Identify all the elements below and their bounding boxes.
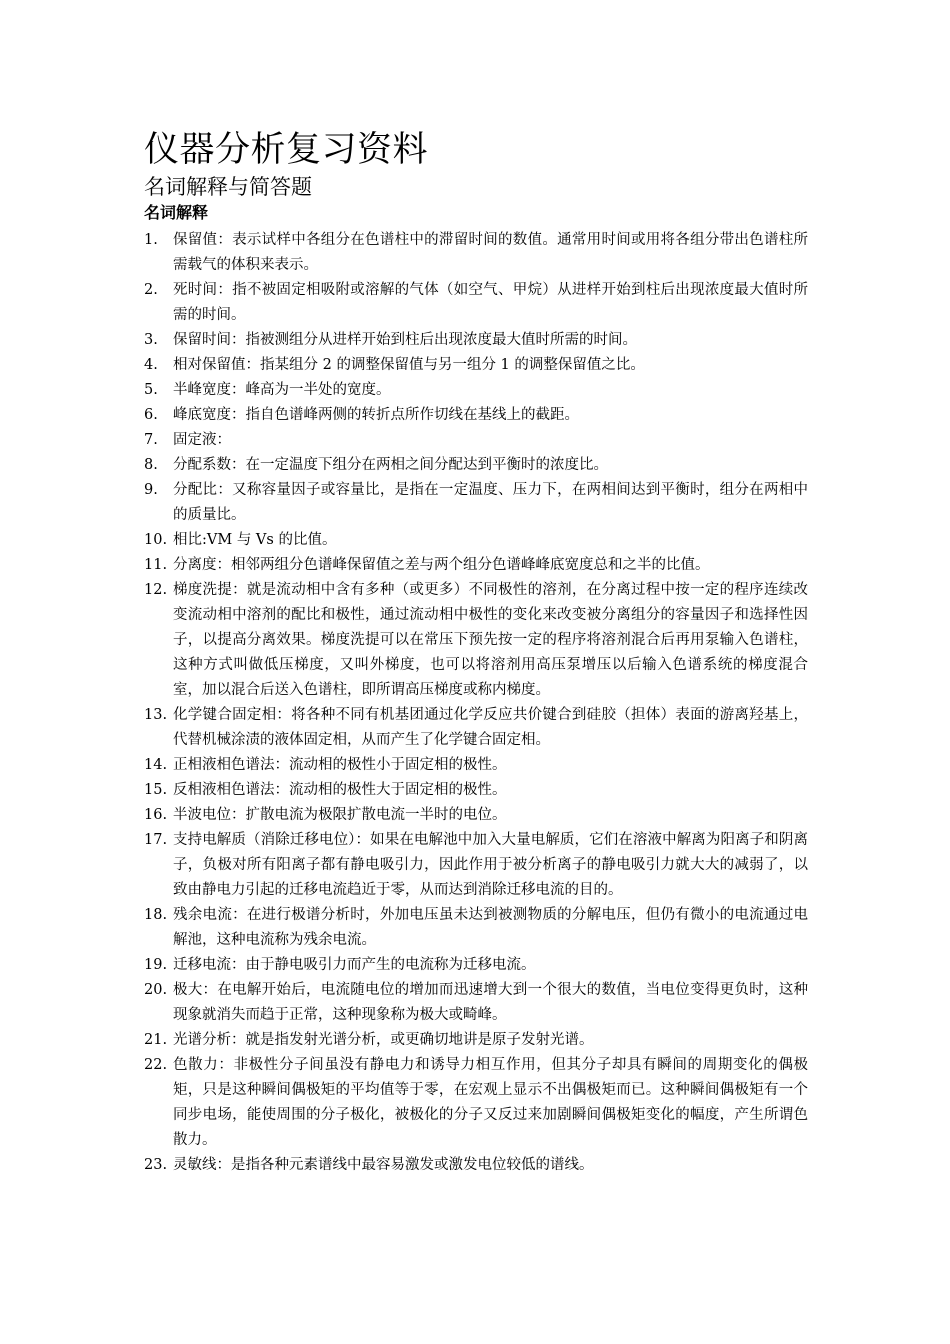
term-text: 残余电流：在进行极谱分析时，外加电压虽未达到被测物质的分解电压，但仍有微小的电流通过电解池，这种电流称为残余电流。 (173, 907, 808, 948)
term-text: 灵敏线：是指各种元素谱线中最容易激发或激发电位较低的谱线。 (173, 1157, 594, 1173)
term-number: 22. (144, 1057, 168, 1073)
term-item (144, 703, 808, 753)
term-number: 15. (144, 782, 168, 798)
term-item (144, 528, 808, 553)
term-number: 13. (144, 707, 168, 723)
term-item (144, 478, 808, 528)
term-number: 11. (144, 557, 168, 573)
term-text: 分离度：相邻两组分色谱峰保留值之差与两个组分色谱峰峰底宽度总和之半的比值。 (173, 557, 710, 573)
term-item (144, 978, 808, 1028)
term-text: 相比:VM 与 Vs 的比值。 (173, 532, 337, 548)
term-text: 分配比：又称容量因子或容量比，是指在一定温度、压力下，在两相间达到平衡时，组分在两相中的质量比。 (173, 482, 808, 523)
term-item (144, 353, 808, 378)
term-item (144, 1028, 808, 1053)
term-number: 21. (144, 1032, 168, 1048)
term-item (144, 328, 808, 353)
term-number: 19. (144, 957, 168, 973)
term-item (144, 578, 808, 703)
term-item (144, 953, 808, 978)
term-number: 6. (144, 407, 158, 423)
term-text: 死时间：指不被固定相吸附或溶解的气体（如空气、甲烷）从进样开始到柱后出现浓度最大值时所需的时间。 (173, 282, 808, 323)
term-text: 反相液相色谱法：流动相的极性大于固定相的极性。 (173, 782, 507, 798)
term-item (144, 778, 808, 803)
term-text: 保留时间：指被测组分从进样开始到柱后出现浓度最大值时所需的时间。 (173, 332, 637, 348)
term-text: 极大：在电解开始后，电流随电位的增加而迅速增大到一个很大的数值，当电位变得更负时，这种现象就消失而趋于正常，这种现象称为极大或畸峰。 (173, 982, 808, 1023)
term-text: 迁移电流：由于静电吸引力而产生的电流称为迁移电流。 (173, 957, 536, 973)
term-text: 正相液相色谱法：流动相的极性小于固定相的极性。 (173, 757, 507, 773)
term-number: 12. (144, 582, 168, 598)
term-number: 5. (144, 382, 158, 398)
term-item (144, 228, 808, 278)
term-number: 23. (144, 1157, 168, 1173)
term-number: 14. (144, 757, 168, 773)
document-title: 仪器分析复习资料 (144, 130, 429, 170)
term-item (144, 378, 808, 403)
term-text: 色散力：非极性分子间虽没有静电力和诱导力相互作用，但其分子却具有瞬间的周期变化的偶极矩，只是这种瞬间偶极矩的平均值等于零，在宏观上显示不出偶极矩而已。这种瞬间偶极矩有一个同步电场，能使周围的分子极化，被极化的分子又反过来加剧瞬间偶极矩变化的幅度，产生所谓色散力。 (173, 1057, 808, 1148)
term-item (144, 903, 808, 953)
term-number: 4. (144, 357, 158, 373)
term-number: 10. (144, 532, 168, 548)
term-number: 9. (144, 482, 158, 498)
term-number: 16. (144, 807, 168, 823)
term-text: 半峰宽度：峰高为一半处的宽度。 (173, 382, 391, 398)
term-number: 3. (144, 332, 158, 348)
term-text: 峰底宽度：指自色谱峰两侧的转折点所作切线在基线上的截距。 (173, 407, 579, 423)
term-number: 7. (144, 432, 158, 448)
term-text: 支持电解质（消除迁移电位）：如果在电解池中加入大量电解质，它们在溶液中解离为阳离子和阴离子，负极对所有阳离子都有静电吸引力，因此作用于被分析离子的静电吸引力就大大的减弱了，以致由静电力引起的迁移电流趋近于零，从而达到消除迁移电流的目的。 (173, 832, 808, 898)
term-item (144, 428, 808, 453)
term-item (144, 828, 808, 903)
term-item (144, 553, 808, 578)
term-text: 光谱分析：就是指发射光谱分析，或更确切地讲是原子发射光谱。 (173, 1032, 594, 1048)
document-page (144, 128, 808, 1178)
term-item (144, 1053, 808, 1153)
term-text: 相对保留值：指某组分 2 的调整保留值与另一组分 1 的调整保留值之比。 (173, 357, 645, 373)
term-text: 保留值：表示试样中各组分在色谱柱中的滞留时间的数值。通常用时间或用将各组分带出色谱柱所需载气的体积来表示。 (173, 232, 808, 273)
term-list (144, 228, 808, 1178)
term-number: 17. (144, 832, 168, 848)
term-item (144, 453, 808, 478)
term-number: 8. (144, 457, 158, 473)
term-item (144, 1153, 808, 1178)
term-text: 半波电位：扩散电流为极限扩散电流一半时的电位。 (173, 807, 507, 823)
term-number: 18. (144, 907, 168, 923)
term-text: 化学键合固定相：将各种不同有机基团通过化学反应共价键合到硅胶（担体）表面的游离羟基上，代替机械涂渍的液体固定相，从而产生了化学键合固定相。 (173, 707, 808, 748)
document-subtitle: 名词解释与简答题 (144, 175, 312, 199)
term-item (144, 403, 808, 428)
term-item (144, 278, 808, 328)
term-number: 20. (144, 982, 168, 998)
term-number: 1. (144, 232, 158, 248)
section-heading: 名词解释 (144, 203, 209, 222)
term-text: 分配系数：在一定温度下组分在两相之间分配达到平衡时的浓度比。 (173, 457, 608, 473)
term-text: 固定液： (173, 432, 231, 448)
term-item (144, 753, 808, 778)
term-number: 2. (144, 282, 158, 298)
term-item (144, 803, 808, 828)
term-text: 梯度洗提：就是流动相中含有多种（或更多）不同极性的溶剂，在分离过程中按一定的程序连续改变流动相中溶剂的配比和极性，通过流动相中极性的变化来改变被分离组分的容量因子和选择性因子，以提高分离效果。梯度洗提可以在常压下预先按一定的程序将溶剂混合后再用泵输入色谱柱，这种方式叫做低压梯度，又叫外梯度，也可以将溶剂用高压泵增压以后输入色谱系统的梯度混合室，加以混合后送入色谱柱，即所谓高压梯度或称内梯度。 (173, 582, 808, 698)
